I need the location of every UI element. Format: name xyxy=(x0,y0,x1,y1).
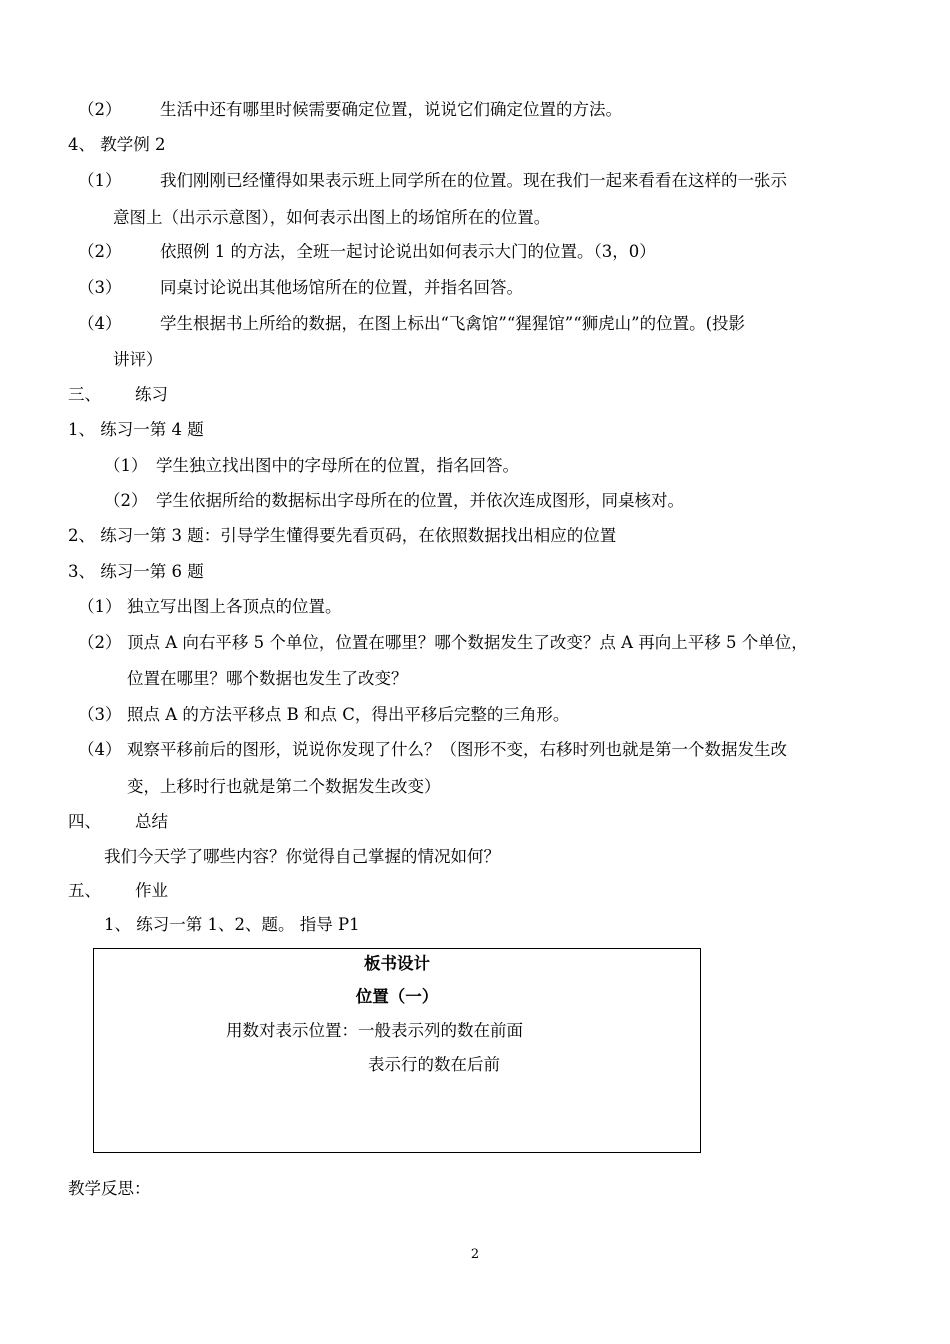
l4-number: （2） xyxy=(78,242,122,261)
l13-number: （1） xyxy=(78,597,122,616)
section-five-title: 作业 xyxy=(135,881,168,900)
board-design-box xyxy=(93,948,701,1153)
l6-continuation: 讲评） xyxy=(113,350,163,369)
l16-text: 观察平移前后的图形，说说你发现了什么？（图形不变，右移时列也就是第一个数据发生改 xyxy=(127,740,787,759)
l10-text: 学生依据所给的数据标出字母所在的位置，并依次连成图形，同桌核对。 xyxy=(156,491,684,510)
l14-continuation: 位置在哪里？哪个数据也发生了改变？ xyxy=(127,669,408,688)
section-4-heading: 4、 教学例 2 xyxy=(68,135,166,154)
l6-number: （4） xyxy=(78,314,122,333)
summary-text: 我们今天学了哪些内容？你觉得自己掌握的情况如何？ xyxy=(104,847,500,866)
page-number: 2 xyxy=(470,1247,480,1262)
l4-text: 依照例 1 的方法，全班一起讨论说出如何表示大门的位置。（3，0） xyxy=(160,242,656,261)
l1-text: 生活中还有哪里时候需要确定位置，说说它们确定位置的方法。 xyxy=(160,100,622,119)
board-title: 板书设计 xyxy=(364,954,430,973)
l15-text: 照点 A 的方法平移点 B 和点 C，得出平移后完整的三角形。 xyxy=(127,705,570,724)
exercise-2-heading: 2、 练习一第 3 题：引导学生懂得要先看页码，在依照数据找出相应的位置 xyxy=(68,526,617,545)
section-five-number: 五、 xyxy=(68,881,101,900)
section-three-number: 三、 xyxy=(68,385,101,404)
l6-text: 学生根据书上所给的数据，在图上标出“飞禽馆”“猩猩馆”“狮虎山”的位置。(投影 xyxy=(160,314,746,333)
l3-text: 我们刚刚已经懂得如果表示班上同学所在的位置。现在我们一起来看看在这样的一张示 xyxy=(160,171,787,190)
l3-continuation: 意图上（出示示意图），如何表示出图上的场馆所在的位置。 xyxy=(113,208,551,227)
teaching-reflection-label: 教学反思： xyxy=(68,1179,151,1198)
l9-number: （1） xyxy=(104,456,148,475)
board-subtitle: 位置（一） xyxy=(355,987,439,1006)
board-line-2: 表示行的数在后前 xyxy=(368,1055,500,1074)
exercise-3-heading: 3、 练习一第 6 题 xyxy=(68,562,204,581)
l16-continuation: 变，上移时行也就是第二个数据发生改变） xyxy=(127,777,441,796)
exercise-1-heading: 1、 练习一第 4 题 xyxy=(68,420,204,439)
l3-number: （1） xyxy=(78,171,122,190)
section-three-title: 练习 xyxy=(135,385,168,404)
l9-text: 学生独立找出图中的字母所在的位置，指名回答。 xyxy=(156,456,519,475)
l16-number: （4） xyxy=(78,740,122,759)
l5-text: 同桌讨论说出其他场馆所在的位置，并指名回答。 xyxy=(160,278,523,297)
l14-text: 顶点 A 向右平移 5 个单位，位置在哪里？哪个数据发生了改变？点 A 再向上平移 5 个单位， xyxy=(127,633,808,652)
section-four-number: 四、 xyxy=(68,812,101,831)
l15-number: （3） xyxy=(78,705,122,724)
board-line-1: 用数对表示位置：一般表示列的数在前面 xyxy=(226,1021,523,1040)
l5-number: （3） xyxy=(78,278,122,297)
l13-text: 独立写出图上各顶点的位置。 xyxy=(127,597,342,616)
l14-number: （2） xyxy=(78,633,122,652)
l10-number: （2） xyxy=(104,491,148,510)
homework-text: 1、 练习一第 1、2、题。 指导 P1 xyxy=(104,915,360,934)
section-four-title: 总结 xyxy=(135,812,168,831)
l1-number: （2） xyxy=(78,100,122,119)
